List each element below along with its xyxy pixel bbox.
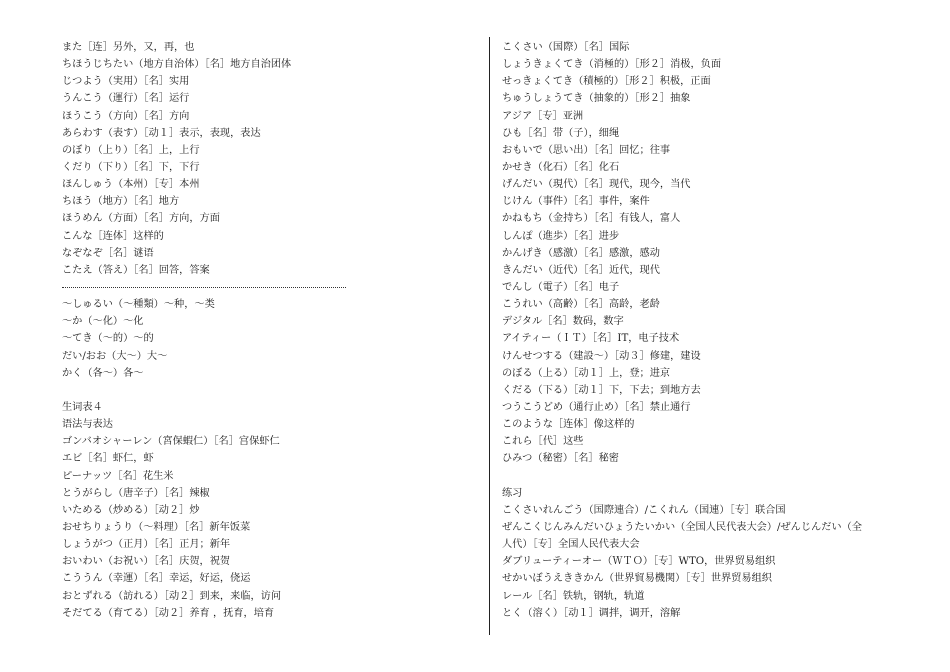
vocab-entry: いためる（炒める）［动２］炒 — [62, 504, 200, 516]
affix-entry: だい/おお（大～）大～ — [62, 350, 168, 362]
affix-entry: かく（各～）各～ — [62, 367, 144, 379]
vocab-entry: のぼり（上り）［名］上，上行 — [62, 144, 200, 156]
vocab-entry: そだてる（育てる）［动２］养育 ，抚育，培育 — [62, 607, 275, 619]
vocab-entry: デジタル［名］数码，数字 — [502, 316, 624, 328]
vocab-entry: けんせつする（建設～）［动３］修建，建设 — [502, 350, 701, 362]
vocab-entry: ほんしゅう（本州）［专］本州 — [62, 179, 200, 191]
exercise-vocab-group — [502, 502, 932, 622]
vocab-entry: こくさい（国際）［名］国际 — [502, 42, 630, 53]
vocab-entry: こううん（幸運）［名］幸运，好运，侥运 — [62, 573, 251, 585]
vocab-entry: おとずれる（訪れる）［动２］到来，来临，访问 — [62, 590, 282, 602]
section-title: 生词表４ — [62, 401, 103, 413]
vocab-group-2 — [502, 39, 932, 468]
vocab-entry: しんぽ（進歩）［名］进步 — [502, 230, 620, 242]
vocab-entry: おいわい（お祝い）［名］庆贺，祝贺 — [62, 556, 231, 568]
vocab-entry: ひも［名］带（子），细绳 — [502, 127, 620, 139]
vocab-entry: エビ［名］虾仁，虾 — [62, 453, 154, 465]
vocab-entry: きんだい（近代）［名］近代，现代 — [502, 264, 660, 276]
blank-line — [502, 468, 932, 485]
vocab-entry: つうこうどめ（通行止め）［名］禁止通行 — [502, 401, 691, 413]
vocab-entry: うんこう（運行）［名］运行 — [62, 93, 190, 105]
vocab-entry: じつよう（実用）［名］实用 — [62, 76, 190, 88]
column-divider — [489, 37, 490, 635]
right-column — [502, 39, 932, 622]
left-column — [62, 39, 472, 622]
vocab-entry: ちほう（地方）［名］地方 — [62, 196, 180, 208]
vocab-entry: こたえ（答え）［名］回答，答案 — [62, 264, 210, 276]
vocab-entry: しょうきょくてき（消極的）［形２］消极，负面 — [502, 59, 722, 71]
vocab-entry: こんな［连体］这样的 — [62, 230, 164, 242]
affix-group — [62, 296, 472, 382]
vocab-entry: 人代）［专］全国人民代表大会 — [502, 539, 640, 551]
section-title: 练习 — [502, 487, 523, 499]
vocab-entry: これら［代］这些 — [502, 436, 584, 448]
vocab-entry: しょうがつ（正月）［名］正月；新年 — [62, 539, 231, 551]
affix-entry: ～しゅるい（～種類）～种，～类 — [62, 299, 215, 311]
vocab-entry: くだり（下り）［名］下，下行 — [62, 161, 200, 173]
vocab-entry: ピーナッツ［名］花生米 — [62, 470, 174, 482]
vocab-entry: かねもち（金持ち）［名］有钱人，富人 — [502, 213, 681, 225]
vocab-entry: ほうこう（方向）［名］方向 — [62, 110, 190, 122]
vocab-entry: ひみつ（秘密）［名］秘密 — [502, 453, 619, 465]
vocab-entry: のぼる（上る）［动１］上，登；进京 — [502, 367, 671, 379]
vocab-entry: レール［名］铁轨，钢轨，轨道 — [502, 590, 645, 602]
vocab-entry: こうれい（高齢）［名］高龄，老龄 — [502, 299, 660, 311]
vocab-entry: かせき（化石）［名］化石 — [502, 161, 620, 173]
blank-line — [62, 382, 472, 399]
vocab-entry: こくさいれんごう（国際連合）/こくれん（国連）［专］联合国 — [502, 504, 786, 516]
dotted-separator — [62, 279, 472, 296]
vocab-entry: おもいで（思い出）［名］回忆；往事 — [502, 144, 671, 156]
vocab-entry: ほうめん（方面）［名］方向，方面 — [62, 213, 220, 225]
vocab-entry: げんだい（現代）［名］现代，现今，当代 — [502, 179, 691, 191]
affix-entry: ～てき（～的）～的 — [62, 333, 154, 345]
vocab-entry: また［连］另外，又，再，也 — [62, 42, 195, 53]
vocab-entry: あらわす（表す）［动１］表示，表现，表达 — [62, 127, 261, 139]
vocab-entry: なぞなぞ［名］谜语 — [62, 247, 154, 259]
affix-entry: ～か（～化）～化 — [62, 316, 144, 328]
vocab-group-3 — [62, 433, 472, 622]
vocab-entry: でんし（電子）［名］电子 — [502, 281, 620, 293]
vocab-entry: くだる（下る）［动１］下，下去；到地方去 — [502, 384, 701, 396]
vocab-entry: ゴンバオシャーレン（宮保蝦仁）［名］宫保虾仁 — [62, 436, 280, 448]
vocab-entry: ぜんこくじんみんだいひょうたいかい（全国人民代表大会）/ぜんじんだい（全 — [502, 521, 862, 533]
vocab-entry: おせちりょうり（～料理）［名］新年饭菜 — [62, 521, 251, 533]
vocab-entry: ダブリューティーオー（ＷＴＯ）［专］WTO，世界贸易组织 — [502, 556, 776, 568]
vocab-entry: アイティー（ＩＴ）［名］IT，电子技术 — [502, 333, 680, 345]
vocab-entry: とうがらし（唐辛子）［名］辣椒 — [62, 487, 210, 499]
vocab-entry: ちゅうしょうてき（抽象的）［形２］抽象 — [502, 93, 691, 105]
vocab-entry: とく（溶く）［动１］调拌，调开，溶解 — [502, 607, 681, 619]
vocab-entry: ちほうじちたい（地方自治体）［名］地方自治团体 — [62, 59, 292, 71]
vocab-entry: せかいぼうえききかん（世界貿易機関）［专］世界贸易组织 — [502, 573, 772, 585]
vocab-entry: アジア［专］亚洲 — [502, 110, 584, 122]
vocab-entry: じけん（事件）［名］事件，案件 — [502, 196, 650, 208]
vocab-entry: せっきょくてき（積極的）［形２］积极，正面 — [502, 76, 711, 88]
subsection-title: 语法与表达 — [62, 419, 113, 431]
vocab-entry: このような［连体］像这样的 — [502, 419, 635, 431]
vocab-entry: かんげき（感激）［名］感激，感动 — [502, 247, 660, 259]
vocab-group-1 — [62, 39, 472, 279]
